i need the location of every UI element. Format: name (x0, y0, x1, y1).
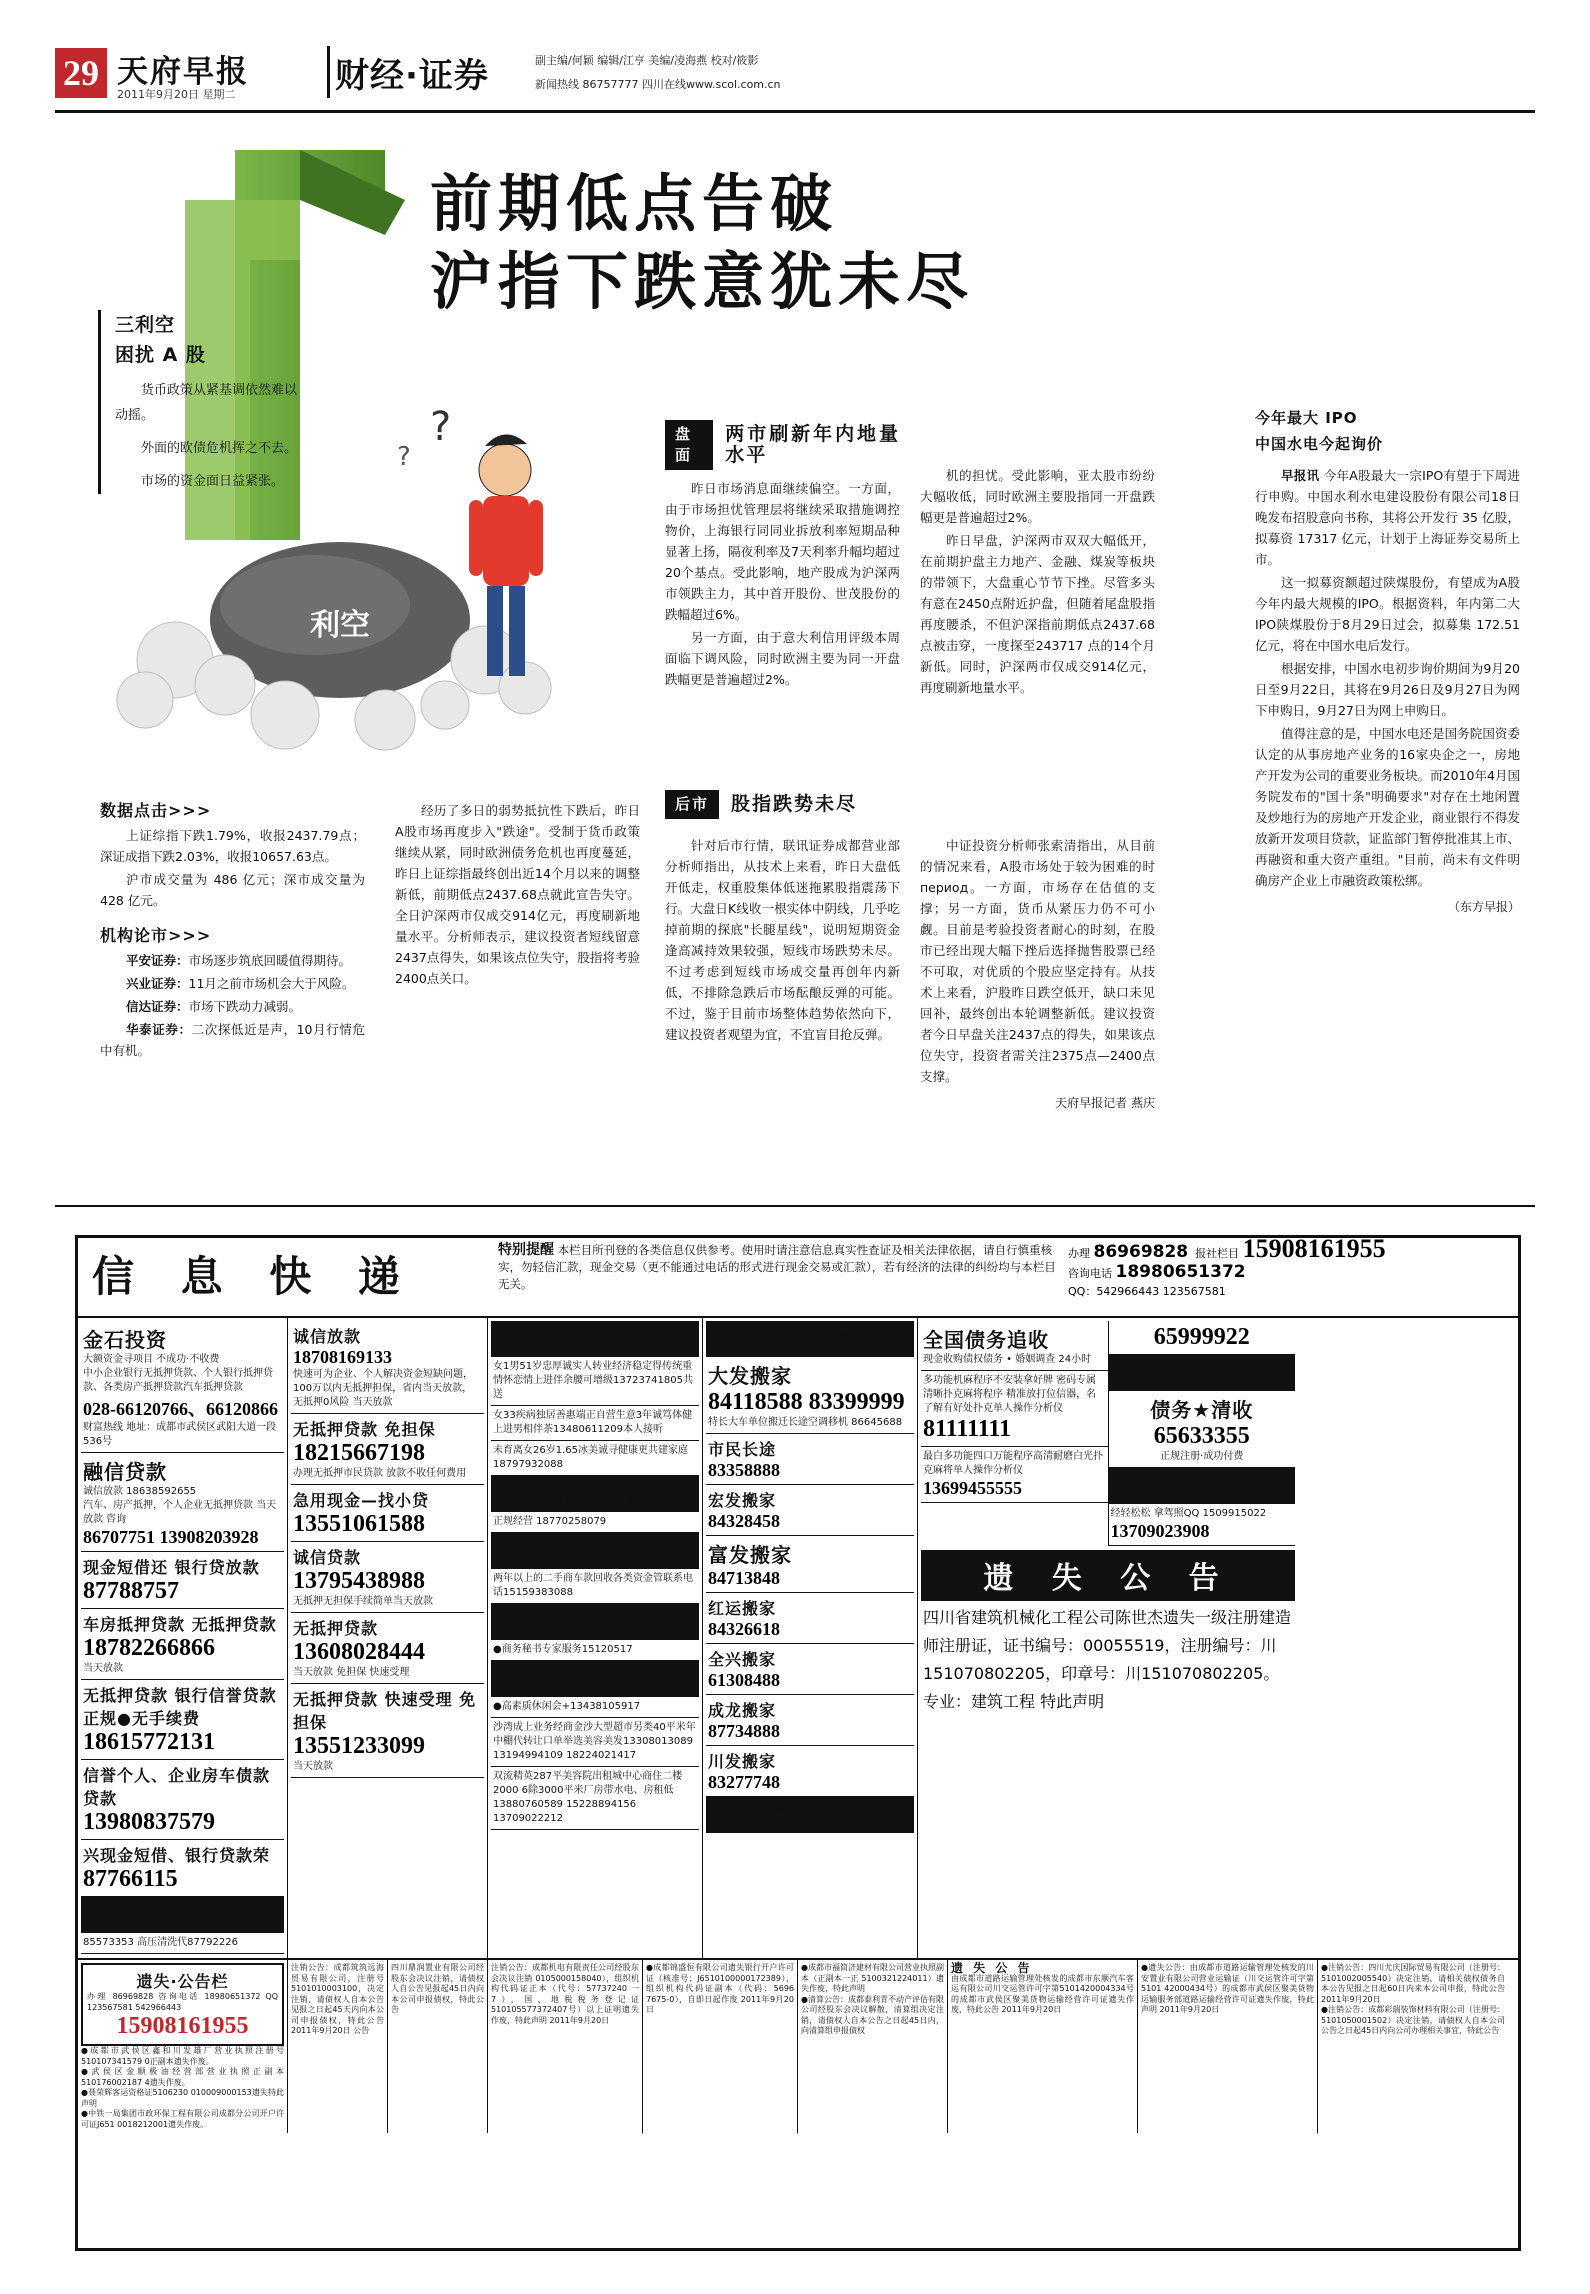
classified-fineprint-row (78, 1958, 1518, 2133)
houshi-para-1: 针对后市行情，联讯证券成都营业部分析师指出，从技术上来看，昨日大盘低开低走，权重股集体低迷拖累股指震荡下行。大盘日K线收一根实体中阴线，几乎吃掉前期的探底"长腿星线"，说明短期资金逢高减持效果较强，短线市场跌势未尽。不过考虑到短线市场成交量再创年内新低，不排除急跌后市场酝酿反弹的可能。不过，鉴于目前市场整体趋势依然向下，建议投资者观望为宜，不宜盲目抢反弹。 (665, 838, 900, 1042)
fineprint-col-5 (798, 1960, 948, 2133)
ad-body: 正规注册·成功付费 (1160, 1451, 1244, 1462)
ad-title: 融信贷款 (83, 1460, 167, 1484)
ad-sub: 诚信放款 18638592655 (83, 1486, 197, 1497)
ad-body: 两年以上的二手商车款回收各类资金管联系电话15159383088 (493, 1573, 693, 1598)
ad-mahjong-device[interactable] (921, 1371, 1108, 1447)
ad-title: 信誉个人、企业房车债款贷款 (83, 1766, 271, 1808)
classified-column-5 (918, 1318, 1298, 1958)
fineprint-7: ●注销公告：四川尤庆国际贸易有限公司（注册号：5101002005540）决定注销，请相关债权债务自本公告见报之日起60日内来本公司申报，特此公告 2011年9月20日 (1321, 1963, 1505, 2004)
ad-driving-school[interactable] (1109, 1504, 1296, 1546)
svg-text:利空: 利空 (310, 608, 370, 643)
ad-title: 宏发搬家 (708, 1491, 777, 1510)
ad-moving-hongfa[interactable] (706, 1485, 914, 1536)
ad-body: 当天放款 免担保 快速受理 (293, 1667, 410, 1678)
column-lead (395, 800, 640, 991)
column-houshi (665, 790, 1155, 827)
ad-heading-dating (491, 1321, 699, 1357)
ad-body: 双流精英287平美容院出租城中心商住二楼2000 6除3000平米厂房带水电、房租低13880760589 15228894156 13709022212 (493, 1771, 683, 1824)
ad-trademark[interactable] (491, 1640, 699, 1661)
ad-title: 金石投资 (83, 1328, 167, 1352)
ad-phone[interactable]: 13608028444 (293, 1639, 425, 1665)
contact-label-3: 报社栏目 (1195, 1247, 1240, 1260)
ad-phone[interactable]: 84328458 (708, 1511, 780, 1531)
ad-title: 债务★清收 (1150, 1398, 1254, 1422)
fineprint-2: 注销公告：成都机电有限责任公司经股东会决议注销 0105000158040），组织机构代码证正本（代号：57737240 一7），国、地税税务登记证510105577372407号）以上证明遗失作废，特此声明 2011年9月20日 (491, 1963, 639, 2025)
ad-body: ●商务秘书专家服务15120517 (493, 1644, 633, 1655)
org-text-2: 市场下跌动力减弱。 (188, 999, 302, 1014)
sidebar-title-1: 三利空 (115, 314, 176, 336)
classified-column-1 (78, 1318, 288, 1958)
contact-value-1: 18980651372 (1115, 1262, 1246, 1282)
classified-grid (78, 1318, 1518, 1958)
ad-address: 财富热线 地址：成都市武侯区武阳大道一段536号 (83, 1422, 277, 1447)
ad-lost-column-box[interactable] (81, 1963, 284, 2046)
contact-value-0: 86969828 (1093, 1242, 1189, 1262)
ad-sub: 大额资金寻项目 不成功·不收费 (83, 1354, 220, 1365)
panmian-title: 两市刷新年内地量水平 (725, 423, 900, 466)
ad-debt-phone[interactable] (1109, 1321, 1296, 1355)
ad-sub: 现金短借还 银行贷放款 (83, 1558, 260, 1577)
fineprint-col-6 (948, 1960, 1138, 2133)
ad-body: 当天放款 (293, 1761, 333, 1772)
classified-notice (498, 1242, 1058, 1293)
contact-qq: QQ：542966443 123567581 (1068, 1285, 1226, 1298)
ad-purchase[interactable] (491, 1569, 699, 1604)
data-para-1: 上证综指下跌1.79%，收报2437.79点；深证成指下跌2.03%，收报10657.63点。 (100, 828, 365, 864)
lost-item-0: ●成都市武侯区鑫和川发雄厂营业执照注册号510107341579 0正副本遗失作废。 (81, 2046, 284, 2066)
ad-phone[interactable]: 15908161955 (116, 2013, 249, 2039)
ad-dating-3[interactable] (491, 1441, 699, 1476)
ad-body: ●高素质休闲会+13438105917 (493, 1701, 641, 1712)
ad-investment[interactable] (491, 1512, 699, 1533)
page-number: 29 (55, 48, 107, 98)
ad-phone[interactable]: 13551061588 (293, 1511, 425, 1537)
panmian-tag: 盘面 (665, 420, 713, 470)
ad-phone[interactable]: 13709023908 (1110, 1521, 1210, 1541)
ad-dating-2[interactable] (491, 1406, 699, 1441)
org-item-3 (100, 1019, 365, 1061)
ad-heading-leisure (491, 1661, 699, 1697)
column-houshi-a (665, 835, 900, 1047)
ad-nocollateral-2[interactable] (291, 1613, 484, 1684)
classified-logo: 信 息 快 递 (92, 1252, 416, 1301)
ad-body: 快速可为企业、个人解决资金短缺问题，100万以内无抵押担保，省内当天放款，无抵押0风险 当天放款 (293, 1369, 473, 1408)
ad-leisure[interactable] (491, 1697, 699, 1718)
ad-body: 多功能机麻程序不安装拿好牌 密码专属清晰扑克麻将程序 精准放打位信器，名了解有好处扑克单人操作分析仪 (923, 1375, 1097, 1414)
lost-item-2: ●聂荣辉客运资格证5106230 010009000153遗失特此声明 (81, 2088, 284, 2108)
houshi-para-2: 中证投资分析师张索清指出，从目前的情况来看，A股市场处于较为困难的时период。一方面，市场存在估值的支撑；另一方面，货币从紧压力仍不可小觑。目前是考验投资者耐心的时刻，在股市已经出现大幅下挫后选择抛售股票已经不可取，对优质的个股应坚定持有。从技术上来看，沪股昨日跌空低开，缺口未见回补，最终创出本轮调整新低。建议投资者今日早盘关注2437点的得失，如果该点位失守，投资者需关注2375点—2400点支撑。 (920, 838, 1155, 1084)
ad-moving-chenglong[interactable] (706, 1695, 914, 1746)
ad-property-1[interactable] (491, 1718, 699, 1767)
ad-title: 诚信贷款 (293, 1548, 362, 1567)
paper-name: 天府早报 (117, 54, 249, 90)
credits: 副主编/何颖 编辑/江亨 美编/凌海燕 校对/筱影 (535, 54, 759, 67)
org-item-0 (100, 950, 365, 971)
ad-heading-driving-school (1109, 1468, 1296, 1504)
ipo-lead: 早报讯 (1281, 468, 1320, 483)
column-panmian (665, 420, 900, 692)
ad-title: 礼仪休闲 (553, 1668, 637, 1692)
ad-heading-purchase (491, 1533, 699, 1569)
ad-body: 正规经营 18770258079 (493, 1516, 607, 1527)
ad-title: 商标专利、取名 (521, 1611, 669, 1635)
classified-contact (1068, 1234, 1508, 1301)
ad-title: 全国债务追收 (923, 1328, 1049, 1352)
ad-title: 诚信放款 (293, 1327, 362, 1346)
lost-item-3: ●中铁一局集团市政环保工程有限公司成都分公司开户许可证J651 0018212001遗失作废。 (81, 2109, 284, 2129)
org-heading: 机构论市>>> (100, 926, 212, 945)
ad-moving-dafa[interactable] (706, 1357, 914, 1434)
org-item-2 (100, 996, 365, 1017)
ad-urgent-cash[interactable] (291, 1485, 484, 1542)
ad-phone[interactable]: 028-66120766、66120866 (83, 1399, 278, 1419)
ad-xinjie[interactable] (81, 1760, 284, 1840)
headline-line-2: 沪指下跌意犹未尽 (430, 245, 975, 318)
hotline: 新闻热线 86757777 四川在线www.scol.com.cn (535, 78, 781, 91)
org-name-3: 华泰证券： (126, 1022, 192, 1037)
org-text-1: 11月之前市场机会大于风险。 (188, 976, 355, 991)
classified-column-4 (703, 1318, 918, 1958)
ad-phone[interactable]: 85573353 高压清洗代87792226 (83, 1937, 238, 1948)
fineprint-3: ●成都锦盛恒有限公司遗失银行开户许可证（核准号：J6510100000172389），组织机构代码证副本（代码：5696 7675-0），自即日起作废 2011年9月20日 (646, 1963, 794, 2014)
ipo-para-1: 今年A股最大一宗IPO有望于下周进行申购。中国水利水电建设股份有限公司18日晚发布招股意向书称，其将公开发行 35 亿股，拟募资 17317 亿元，计划于上海证券交易所上市。 (1255, 468, 1520, 567)
ad-body: 无抵押无担保手续简单当天放款 (293, 1596, 433, 1607)
contact-label-0: 办理 (1068, 1247, 1090, 1260)
ad-phone[interactable]: 13699455555 (923, 1478, 1022, 1498)
ad-rongxin[interactable] (81, 1453, 284, 1552)
ad-title: 搬家公司 (768, 1328, 852, 1352)
column-data (100, 800, 365, 1063)
ad-phone[interactable]: 81111111 (923, 1416, 1012, 1442)
ad-title: 无抵押贷款 (293, 1619, 379, 1638)
ad-title: 无抵押贷款 免担保 (293, 1420, 436, 1439)
ad-title: 兴现金短借、银行贷款荣 (83, 1846, 271, 1865)
ad-title: 收购 (574, 1540, 616, 1564)
ad-body: 中小企业银行无抵押贷款、个人银行抵押贷款、各类房产抵押贷款汽车抵押贷款 (83, 1368, 273, 1393)
notice-title: 特别提醒 (498, 1242, 554, 1258)
panmian-para-4: 昨日早盘，沪深两市双双大幅低开，在前期护盘主力地产、金融、煤炭等板块的带领下，大盘重心节节下挫。尽管多头有意在2450点附近护盘，但随着尾盘股指再度腰杀，不但沪深指前期低点2437.68 点被击穿，一度探至243717 点的14个月新低。同时，沪深两市仅成交914亿元，再度刷新地量水平。 (920, 533, 1155, 695)
ad-title: 无抵押贷款 快速受理 免担保 (293, 1690, 477, 1732)
ad-body: 女1男51岁忠厚诚实人转业经济稳定得传统重情怀恋情上进伴余腰可增级13723741805共送 (493, 1361, 693, 1400)
ad-moving-chuanfa[interactable] (706, 1746, 914, 1797)
sidebar-para-2: 外面的欧债危机挥之不去。 (141, 441, 298, 456)
ad-title: 招商寻合作 (542, 1483, 648, 1507)
headline (430, 165, 1230, 321)
ad-title: 车房抵押贷款 无抵押贷款 (83, 1615, 277, 1634)
ad-body: 特长大车单位搬迁长途空调移机 86645688 (708, 1417, 903, 1428)
fineprint-col-1 (288, 1960, 388, 2133)
headline-line-1: 前期低点告破 (430, 167, 839, 240)
ad-title: 管道疏通 (140, 1904, 225, 1928)
classified-column-3 (488, 1318, 703, 1958)
ad-nocollateral-1[interactable] (291, 1414, 484, 1485)
ad-phone[interactable]: 87766115 (83, 1866, 178, 1892)
ad-title: 大发搬家 (708, 1364, 792, 1388)
ad-phone[interactable]: 13551233099 (293, 1733, 425, 1759)
ad-title: 征婚交友 (553, 1328, 637, 1352)
fineprint-8: ●注销公告：成都彩瑞装饰材料有限公司（注册号：5101050001502）决定注销，请债权人自本公司公告之日起45日内向公司办理相关事宜，特此公告 (1321, 2005, 1505, 2035)
org-name-2: 信达证券： (126, 999, 189, 1014)
ad-mahjong-device-2[interactable] (921, 1447, 1108, 1503)
panmian-para-3: 机的担忧。受此影响，亚太股市纷纷大幅收低，同时欧洲主要股指同一开盘跌幅更是普遍超过2%。 (920, 468, 1155, 525)
ad-body: 沙湾成上业务经商金沙大型超市另类40平米年中棚代转让口单举选美容美发13308013089 13194994109 18224021417 (493, 1722, 696, 1761)
lost-notice-title: 遗 失 公 告 (983, 1561, 1233, 1596)
lost-mid-title: 遗 失 公 告 (951, 1961, 1033, 1975)
fineprint-0: 注销公告：成都筑筑远海贸易有限公司，注册号5101010003100，决定注销，请债权人自本公告见报之日起45天内向本公司申报债权，特此公告 2011年9月20日 公告 (291, 1963, 384, 2035)
ad-moving-quanxing[interactable] (706, 1644, 914, 1695)
fineprint-col-8 (1318, 1960, 1508, 2133)
fineprint-col-3 (488, 1960, 643, 2133)
ad-pipe-phone[interactable] (81, 1933, 284, 1954)
sidebar-para-1: 货币政策从紧基调依然难以动摇。 (115, 383, 298, 423)
fineprint-col-7 (1138, 1960, 1318, 2133)
lead-para: 经历了多日的弱势抵抗性下跌后，昨日A股市场再度步入"跌途"。受制于货币政策继续从紧，同时欧洲债务危机也再度蔓延，昨日上证综指最终创出近14个月以来的调整新低，前期低点2437.68点就此宣告失守。全日沪深两市仅成交914亿元，再度刷新地量水平。分析师表示，建议投资者短线留意2437点得失，如果该点位失守，股指将考验2400点关口。 (395, 803, 640, 986)
ad-body: 汽车、房产抵押，个人企业无抵押贷款 当天放款 咨询 (83, 1500, 277, 1525)
ad-sub: 办理 86969828 咨询电话 18980651372 QQ 123567581 542966443 (87, 1992, 278, 2012)
ad-xingrong[interactable] (81, 1840, 284, 1897)
fineprint-6: ●遗失公告：由成都市道路运输管理处核发的川安置业有限公司营业运输证（川交运管许可字第5101 42000434号）的成都市武侯区聚美货物运输服务部道路运输经营许可证遗失作废，特此声明 2011年9月20日 (1141, 1963, 1314, 2014)
fineprint-col-2 (388, 1960, 488, 2133)
ad-title: 二 手 货 (770, 1804, 850, 1828)
ad-phone[interactable]: 84326618 (708, 1619, 780, 1639)
ad-phone[interactable]: 83358888 (708, 1460, 780, 1480)
ad-debt-clear[interactable] (1109, 1391, 1296, 1468)
ad-title: 川发搬家 (708, 1752, 777, 1771)
ad-title: 市民长途 (708, 1440, 777, 1459)
ad-credit-loan[interactable] (291, 1321, 484, 1414)
ipo-para-3: 根据安排，中国水电初步询价期间为9月20日至9月22日，其将在9月26日及9月27日为网下申购日，9月27日为网上申购日。 (1255, 661, 1520, 718)
ad-body: 经轻松松 拿驾照QQ 1509915022 (1110, 1508, 1267, 1519)
ad-honest-loan[interactable] (291, 1542, 484, 1613)
classified-column-2 (288, 1318, 488, 1958)
ipo-title-1: 今年最大 IPO (1255, 409, 1358, 427)
classified-header (78, 1234, 1518, 1318)
ad-body: 办理无抵押市民贷款 放款不收任何费用 (293, 1468, 467, 1479)
ad-phone[interactable]: 65633355 (1153, 1423, 1250, 1449)
ad-xinyi[interactable] (81, 1552, 284, 1609)
ad-heading-lawyer (1109, 1355, 1296, 1391)
column-houshi-b (920, 835, 1155, 1114)
ad-phone[interactable]: 84118588 83399999 (708, 1389, 905, 1415)
fineprint-5: ●清算公告：成都泰利青不动产评估有限公司经股东会决议解散，清算组决定注销，请债权人自本公告之日起45日内，向清算组申报债权 (801, 1994, 944, 2035)
ad-title: 驾校招生 (1159, 1475, 1244, 1499)
ad-phone[interactable]: 18615772131 (83, 1729, 215, 1755)
classified-section (75, 1235, 1521, 2251)
page-divider (55, 1205, 1535, 1207)
ad-body: 现金收购债权债务 • 婚姻调查 24小时 (923, 1354, 1092, 1365)
data-heading: 数据点击>>> (100, 801, 212, 820)
lost-mid-body: 由成都市道路运输管理处核发的成都市东顺汽车客运有限公司川交运管许可字第5101420004334号的成都市武侯区聚美货物运输经营许可证遗失作废，特此公告 2011年9月20日 (951, 1973, 1134, 2014)
org-text-0: 市场逐步筑底回暖值得期待。 (188, 953, 352, 968)
ad-heading-trademark (491, 1604, 699, 1640)
fineprint-4: ●成都市福简济建材有限公司营业执照副本（正副本一正 5100321224011）遗失作废，特此声明 (801, 1963, 944, 1993)
ipo-title-2: 中国水电今起询价 (1255, 435, 1384, 453)
ad-debt-collection[interactable] (921, 1321, 1108, 1371)
section-name: 财经·证券 (335, 56, 489, 96)
ad-heading-secondhand (706, 1797, 914, 1833)
panmian-para-2: 另一方面，由于意大利信用评级本周面临下调风险，同时欧洲主要为同一开盘跌幅更是普遍超过2%。 (665, 630, 900, 687)
masthead (55, 48, 1535, 113)
ad-title: 红运搬家 (708, 1599, 777, 1618)
sidebar-para-3: 市场的资金面日益紧张。 (141, 474, 285, 489)
ad-moving-hongyun[interactable] (706, 1593, 914, 1644)
ad-phone[interactable]: 86707751 13908203928 (83, 1527, 259, 1547)
ad-heading-investment (491, 1476, 699, 1512)
ad-title: 律师服务 (1159, 1362, 1244, 1386)
ad-pipe-clean[interactable] (81, 1897, 284, 1933)
panmian-para-1: 昨日市场消息面继续偏空。一方面，由于市场担忧管理层将继续采取措施调控物价，上海银行同同业拆放利率短期品种显著上扬，隔夜利率及7天利率升幅均超过20个基点。受此影响，地产股成为沪深两市领跌主力，其中首开股份、世茂股份的跌幅超过6%。 (665, 481, 900, 622)
column-panmian-2 (920, 465, 1155, 700)
divider (327, 46, 330, 98)
ipo-signature: （东方早报） (1447, 900, 1520, 914)
houshi-tag: 后市 (665, 790, 719, 819)
ad-title: 急用现金—找小贷 (293, 1491, 430, 1510)
fineprint-col-lostbox (78, 1960, 288, 2133)
houshi-signature: 天府早报记者 燕庆 (1055, 1096, 1155, 1110)
fineprint-1: 四川鼎润置业有限公司经股东会决议注销，请债权人自公告见报起45日内向本公司申报债权，特此公告 (391, 1963, 484, 2014)
ad-phone[interactable]: 18708169133 (293, 1347, 392, 1367)
ad-body: 最白多功能四口万能程序高清耐磨白光扑克麻将单人操作分析仪 (923, 1451, 1103, 1476)
ipo-para-2: 这一拟募资额超过陕煤股份，有望成为A股今年内最大规模的IPO。根据资料，年内第二大IPO陕煤股份于8月29日过会，拟募集 172.51 亿元，将在中国水电后发行。 (1255, 575, 1520, 653)
ipo-para-4: 值得注意的是，中国水电还是国务院国资委认定的从事房地产业务的16家央企之一，房地产开发为公司的重要业务板块。而2010年4月国务院发布的"国十条"明确要求"对存在土地闲置及炒地行为的房地产开发企业，商业银行不得发放新开发项目贷款，证监部门暂停批准其上市、再融资和重大资产重组。"目前，尚未有文件明确房产企业上市融资政策松绑。 (1255, 726, 1520, 888)
headline-sidebar (98, 310, 305, 494)
ad-body: 当天放款 (83, 1663, 123, 1674)
org-item-1 (100, 973, 365, 994)
ad-jinshi[interactable] (81, 1321, 284, 1453)
ad-moving-shimin[interactable] (706, 1434, 914, 1485)
fineprint-col-4 (643, 1960, 798, 2133)
ad-phone[interactable]: 87788757 (83, 1578, 179, 1604)
ad-chefang[interactable] (81, 1609, 284, 1680)
svg-text:?: ? (397, 442, 411, 472)
org-text-3: 二次探低近是声，10月行情危中有机。 (100, 1022, 365, 1058)
ad-body: 女33疾病独居善惠端正自营生意3年诚笃体健上进男相伴茶13480611209本人接听 (493, 1410, 693, 1435)
ad-title: 富发搬家 (708, 1543, 792, 1567)
ad-phone[interactable]: 84713848 (708, 1568, 780, 1588)
ad-moving-fufa[interactable] (706, 1536, 914, 1593)
org-name-1: 兴业证券： (126, 976, 189, 991)
ad-title: 成龙搬家 (708, 1701, 777, 1720)
contact-label-1: 咨询电话 (1068, 1267, 1112, 1280)
contact-value-2: 15908161955 (1242, 1234, 1386, 1263)
ad-phone[interactable]: 13795438988 (293, 1568, 425, 1594)
notice-text: 本栏目所刊登的各类信息仅供参考。使用时请注意信息真实性查证及相关法律依据，请自行慎重核实，勿轻信汇款，现金交易（更不能通过电话的形式进行现金交易或汇款），若有经济的法律的纠纷均与本栏目无关。 (498, 1243, 1056, 1291)
ad-phone[interactable]: 61308488 (708, 1670, 780, 1690)
houshi-title: 股指跌势未尽 (731, 793, 858, 815)
lost-notice-heading (921, 1550, 1295, 1601)
ad-body: 未育离女26岁1.65冰美诚寻健康更共建家庭18797932088 (493, 1445, 688, 1470)
ad-heading-moving (706, 1321, 914, 1357)
ad-property-2[interactable] (491, 1767, 699, 1830)
ad-phone[interactable]: 18215667198 (293, 1440, 425, 1466)
svg-text:?: ? (430, 404, 452, 450)
ad-phone[interactable]: 87734888 (708, 1721, 780, 1741)
sidebar-title-2: 困扰 A 股 (115, 344, 206, 366)
lost-item-1: ●武侯区金顺极油经营部营业执照正副本510176002187 4遗失作废。 (81, 2067, 284, 2087)
data-para-2: 沪市成交量为 486 亿元；深市成交量为 428 亿元。 (100, 872, 365, 908)
ad-phone[interactable]: 13980837579 (83, 1809, 215, 1835)
ad-phone[interactable]: 83277748 (708, 1772, 780, 1792)
lost-notice-body (921, 1601, 1295, 1719)
ad-dating-1[interactable] (491, 1357, 699, 1406)
ad-title: 遗失·公告栏 (136, 1972, 229, 1991)
date-line: 2011年9月20日 星期二 (117, 88, 236, 101)
ad-phone[interactable]: 65999922 (1153, 1324, 1250, 1350)
ad-title: 全兴搬家 (708, 1650, 777, 1669)
org-name-0: 平安证券： (126, 953, 189, 968)
lost-notice-text: 四川省建筑机械化工程公司陈世杰遗失一级注册建造师注册证，证书编号：00055519，注册编号：川151070802205，印章号：川151070802205。专业：建筑工程 特此声明 (923, 1608, 1292, 1711)
ad-phone[interactable]: 18782266866 (83, 1635, 215, 1661)
ad-title: 无抵押贷款 银行信誉贷款 正规●无手续费 (83, 1686, 277, 1728)
ad-nocollateral-3[interactable] (291, 1684, 484, 1778)
ad-wudiya[interactable] (81, 1680, 284, 1760)
column-ipo (1255, 405, 1520, 918)
